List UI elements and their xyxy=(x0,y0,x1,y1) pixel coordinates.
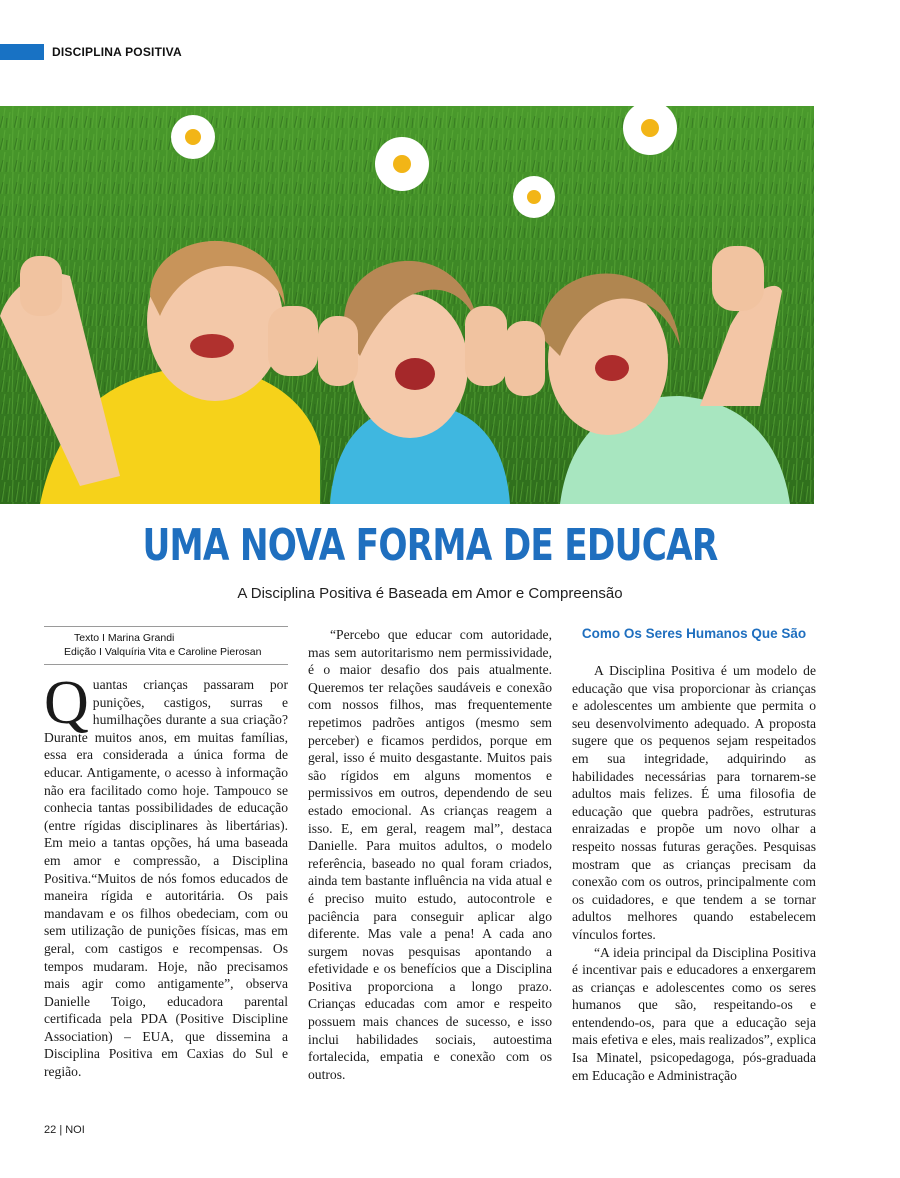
column-1-text: uantas crianças passaram por punições, castigos, surras e humilhações durante a sua criação? Durante muitos anos, em muitas famílias, essa era considerada a única forma de educar. Antigamente, o acesso à informação não era facilitado como hoje. Tampouco se conhecia tantas possibilidades de educação (entre rígidas disciplinares às libertárias). Em meio a tantas opções, há uma baseada em amor e compressão, a Disciplina Positiva.“Muitos de nós fomos educados de maneira rígida e autoritária. Os pais mandavam e os filhos obedeciam, com ou sem utilização de punições físicas, mas em geral, com castigos e recompensas. Os tempos mudaram. Hoje, não precisamos mais agir como antigamente”, observa Danielle Toigo, educadora parental certificada pela PDA (Positive Discipline Association) – EUA, que dissemina a Disciplina Positiva em Caxias do Sul e região. xyxy=(44,677,288,1080)
article-column-1 xyxy=(44,669,288,1081)
column-2-text: “Percebo que educar com autoridade, mas sem autoritarismo nem permissividade, é o maior desafio dos pais atualmente. Queremos ter relações saudáveis e conexão com nossos filhos, mas frequentemente repetimos padrões antigos (mesmo sem perceber) e ficamos perdidos, porque em geral, isso é muito desgastante. Muitos pais são rígidos em alguns momentos e permissivos em outros, dependendo de seu estado emocional. As crianças reagem a isso. E, em geral, reagem mal”, destaca Danielle. Para muitos adultos, o modelo referência, baseado no qual foram criados, ainda tem bastante influência na vida atual e é preciso muito estudo, autocontrole e paciência para conseguir aplicar algo diferente. Mas vale a pena! A cada ano surgem novas pesquisas apontando a efetividade e os benefícios que a Disciplina Positiva proporciona a longo prazo. Crianças educadas com amor e respeito possuem mais chances de sucesso, e isso inclui habilidades sociais, autoestima fortalecida, empatia e conexão com os outros. xyxy=(308,627,552,1082)
hero-photo xyxy=(0,106,814,504)
drop-cap: Q xyxy=(44,669,89,737)
footer-separator: | xyxy=(59,1124,63,1136)
article-subtitle: A Disciplina Positiva é Baseada em Amor e Compreensão xyxy=(237,585,623,602)
column-3-paragraph-1: A Disciplina Positiva é um modelo de educação que visa proporcionar às crianças e adolescentes um ambiente que permita o seu desenvolvimento adequado. A proposta sugere que os pequenos sejam respeitados em sua integridade, adquirindo as habilidades necessárias para tornarem-se adultos mais felizes. É uma filosofia de educação que quebra padrões, estruturas enraizadas e propõe um novo olhar a respeito nossas futuras gerações. Pesquisas mostram que as crianças precisam da conexão com os outros, principalmente com os cuidadores, e que tendem a se tornar adultos melhores quando estabelecem vínculos fortes. xyxy=(572,663,816,942)
page-footer xyxy=(44,1124,85,1136)
article-column-2 xyxy=(308,626,552,1083)
publication-name: NOI xyxy=(65,1124,85,1136)
section-color-bar xyxy=(0,44,44,60)
page-number: 22 xyxy=(44,1124,57,1136)
article-credits xyxy=(44,626,288,665)
section-label: DISCIPLINA POSITIVA xyxy=(52,45,182,59)
credit-edition: Edição I Valquíria Vita e Caroline Pierosan xyxy=(64,646,262,658)
column-3-paragraph-2: “A ideia principal da Disciplina Positiva é incentivar pais e educadores a enxergarem as crianças e adolescentes como os seres humanos que são, respeitando-os e entendendo-os, para que a educação seja mais efetiva e eles, mais realizados”, explica Isa Minatel, psicopedagoga, pós-graduada em Educação e Administração xyxy=(572,944,816,1083)
credit-text-author: Texto I Marina Grandi xyxy=(74,632,175,644)
article-column-3 xyxy=(572,626,816,1084)
article-title: UMA NOVA FORMA DE EDUCAR xyxy=(142,520,718,571)
column-3-heading: Como Os Seres Humanos Que São xyxy=(581,626,807,641)
